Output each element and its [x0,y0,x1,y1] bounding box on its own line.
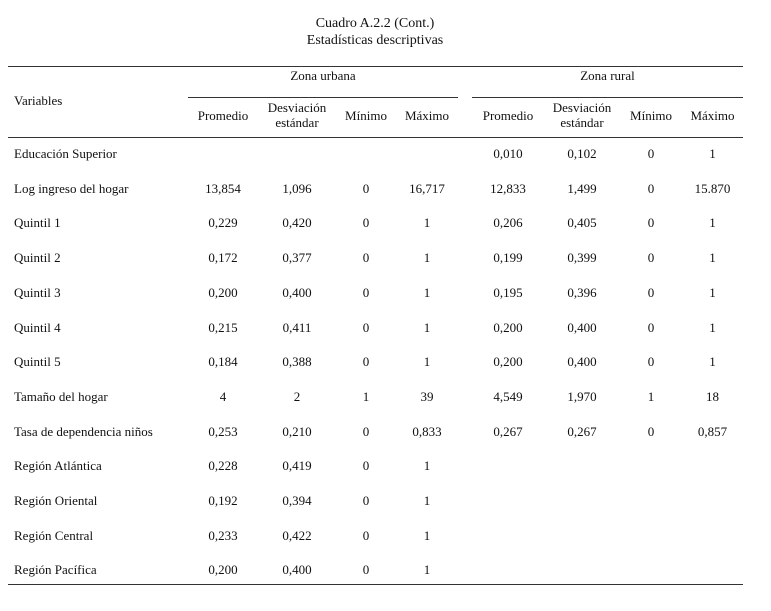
cell-rural-minimo: 0 [647,250,655,265]
cell-rural-promedio: 0,206 [493,215,523,230]
cell-urbana-maximo: 1 [423,215,431,230]
cell-rural-desviacion: 0,400 [567,354,597,369]
row-label: Región Pacífica [14,562,97,577]
cell-rural-minimo: 0 [647,146,655,161]
cell-urbana-minimo: 0 [362,215,370,230]
row-label: Región Oriental [14,493,98,508]
cell-rural-minimo: 0 [647,424,655,439]
row-label: Región Atlántica [14,458,102,473]
cell-rural-desviacion: 0,267 [567,424,597,439]
cell-urbana-minimo: 0 [362,320,370,335]
bottom-rule [8,584,743,585]
cell-urbana-maximo: 1 [423,493,431,508]
cell-urbana-minimo: 1 [362,389,370,404]
cell-rural-minimo: 0 [647,354,655,369]
cell-rural-maximo: 1 [709,250,716,265]
row-label: Tamaño del hogar [14,389,108,404]
cell-urbana-promedio: 4 [219,389,227,404]
row-label: Región Central [14,528,94,543]
cell-urbana-desviacion: 1,096 [282,181,312,196]
cell-urbana-desviacion: 0,210 [282,424,312,439]
cell-urbana-promedio: 0,228 [208,458,238,473]
cell-urbana-desviacion: 0,377 [282,250,312,265]
cell-urbana-promedio: 0,184 [208,354,238,369]
row-label: Log ingreso del hogar [14,181,129,196]
cell-rural-maximo: 1 [709,146,716,161]
cell-urbana-maximo: 1 [423,320,431,335]
col-urbana-desviacion-line1: Desviación [267,100,327,115]
col-rural-desviacion-line1: Desviación [552,100,612,115]
cell-rural-maximo: 0,857 [697,424,728,439]
cell-urbana-promedio: 0,233 [208,528,238,543]
row-label: Quintil 3 [14,285,61,300]
col-urbana-promedio: Promedio [197,108,249,123]
cell-urbana-desviacion: 0,394 [282,493,312,508]
row-label: Quintil 1 [14,215,61,230]
cell-rural-desviacion: 0,400 [567,320,597,335]
cell-urbana-desviacion: 2 [293,389,301,404]
cell-rural-desviacion: 0,396 [567,285,597,300]
cell-urbana-desviacion: 0,420 [282,215,312,230]
cell-urbana-promedio: 0,200 [208,562,238,577]
cell-rural-minimo: 0 [647,181,655,196]
cell-rural-desviacion: 1,970 [567,389,597,404]
col-urbana-desviacion [258,100,336,130]
cell-urbana-maximo: 1 [423,250,431,265]
cell-urbana-desviacion: 0,411 [282,320,312,335]
row-label: Quintil 5 [14,354,61,369]
table-title: Cuadro A.2.2 (Cont.) [315,16,435,31]
cell-rural-promedio: 4,549 [493,389,523,404]
cell-rural-promedio: 0,010 [493,146,523,161]
cell-rural-desviacion: 0,405 [567,215,597,230]
cell-rural-maximo: 1 [709,285,716,300]
row-label: Tasa de dependencia niños [14,424,153,439]
row-label: Educación Superior [14,146,117,161]
col-urbana-desviacion-line2: estándar [275,115,319,130]
cell-urbana-maximo: 39 [420,389,434,404]
cell-urbana-maximo: 1 [423,285,431,300]
cell-rural-maximo: 18 [706,389,719,404]
cell-rural-minimo: 1 [647,389,655,404]
cell-urbana-promedio: 0,192 [208,493,238,508]
cell-rural-promedio: 0,200 [493,354,523,369]
cell-rural-desviacion: 0,399 [567,250,597,265]
cell-urbana-desviacion: 0,388 [282,354,312,369]
table-title-block [0,15,750,49]
col-rural-promedio: Promedio [482,108,534,123]
col-urbana-minimo: Mínimo [345,108,387,123]
cell-urbana-maximo: 1 [423,458,431,473]
cell-rural-minimo: 0 [647,215,655,230]
col-rural-maximo: Máximo [690,108,735,123]
col-rural-minimo: Mínimo [630,108,672,123]
cell-rural-minimo: 0 [647,320,655,335]
row-label: Quintil 2 [14,250,61,265]
cell-rural-maximo: 1 [709,215,716,230]
cell-urbana-minimo: 0 [362,528,370,543]
cell-rural-promedio: 0,199 [493,250,523,265]
cell-rural-maximo: 1 [709,354,716,369]
cell-urbana-minimo: 0 [362,424,370,439]
row-label: Quintil 4 [14,320,61,335]
cell-urbana-desviacion: 0,400 [282,285,312,300]
cell-rural-promedio: 0,195 [493,285,523,300]
cell-urbana-promedio: 0,229 [208,215,238,230]
header-zona-rural: Zona rural [580,68,635,83]
table-subtitle: Estadísticas descriptivas [306,33,444,48]
cell-urbana-desviacion: 0,400 [282,562,312,577]
cell-urbana-promedio: 13,854 [205,181,241,196]
cell-urbana-minimo: 0 [362,458,370,473]
zona-urbana-underline [188,97,458,98]
cell-rural-promedio: 0,267 [493,424,523,439]
col-rural-desviacion-line2: estándar [560,115,604,130]
cell-rural-minimo: 0 [647,285,655,300]
cell-urbana-maximo: 0,833 [412,424,442,439]
cell-urbana-maximo: 1 [423,354,431,369]
cell-urbana-maximo: 1 [423,562,431,577]
header-variables: Variables [14,93,63,108]
cell-urbana-promedio: 0,172 [208,250,238,265]
cell-urbana-minimo: 0 [362,493,370,508]
header-bottom-rule [8,137,743,138]
cell-urbana-promedio: 0,253 [208,424,238,439]
cell-urbana-minimo: 0 [362,181,370,196]
cell-urbana-minimo: 0 [362,562,370,577]
zona-rural-underline [472,97,743,98]
cell-rural-maximo: 15.870 [694,181,731,196]
cell-urbana-promedio: 0,200 [208,285,238,300]
header-zona-urbana: Zona urbana [290,68,356,83]
cell-rural-promedio: 12,833 [490,181,526,196]
cell-urbana-promedio: 0,215 [208,320,238,335]
cell-urbana-desviacion: 0,419 [282,458,312,473]
cell-urbana-desviacion: 0,422 [282,528,312,543]
cell-rural-maximo: 1 [709,320,716,335]
top-rule [8,66,743,67]
cell-urbana-minimo: 0 [362,354,370,369]
col-rural-desviacion [544,100,620,130]
col-urbana-maximo: Máximo [404,108,450,123]
cell-rural-promedio: 0,200 [493,320,523,335]
cell-urbana-maximo: 1 [423,528,431,543]
cell-urbana-minimo: 0 [362,250,370,265]
cell-urbana-minimo: 0 [362,285,370,300]
cell-rural-desviacion: 1,499 [567,181,597,196]
cell-rural-desviacion: 0,102 [567,146,597,161]
cell-urbana-maximo: 16,717 [409,181,445,196]
